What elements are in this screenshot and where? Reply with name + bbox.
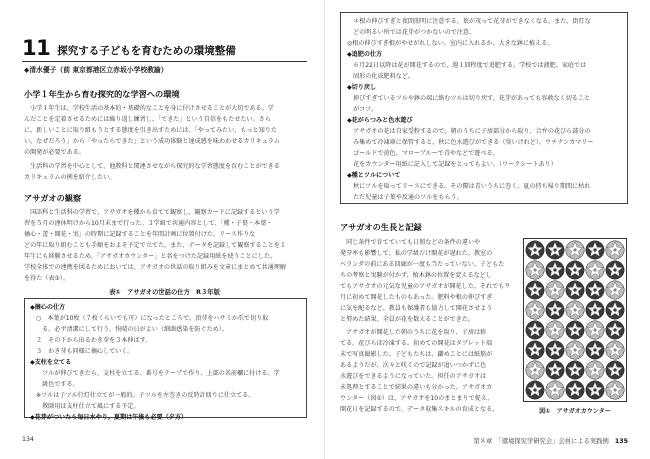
flower-stamp bbox=[546, 241, 564, 259]
box-line: み集めて冷凍庫に保管すると、秋に色水遊びができる（臭いけれど）。ウチナンカマリー bbox=[347, 139, 594, 146]
flower-stamp bbox=[586, 321, 604, 339]
text-line: の開発が必要である。 bbox=[24, 149, 85, 156]
heading-morning-glory-observation: アサガオの観察 bbox=[24, 193, 82, 203]
box-line: 秋にツルを取ってリースにできる。その際は青いうちに巻く。夏の持ち帰り期間に枯れ bbox=[347, 183, 591, 190]
text-line: と努めた結果、全員が花を数えることができた。 bbox=[340, 316, 475, 323]
running-footer bbox=[473, 436, 628, 445]
text-line: 開花日を記録するので、データ収集スキルの育成となる。 bbox=[340, 406, 499, 413]
box-line: ※ツルは子ツル行灯仕立てが一般的。子ツルを左巻きの反時計回りに仕立てる。 bbox=[36, 392, 255, 399]
text-line: あるようだが、次々と咲くので記録が追いつかずに色 bbox=[340, 362, 487, 369]
box-line: 固形の化成肥料など。 bbox=[347, 73, 415, 80]
chapter-label: 第８章 「環境探究学研究会」会員による実践例 bbox=[473, 438, 609, 445]
box-line: ◎根の伸びすぎ根がやせがれしない。室内に入れるか、大きな鉢に植える。 bbox=[347, 40, 554, 47]
box-heading: ◆支柱を立てる bbox=[30, 359, 72, 366]
care-instructions-box-continued bbox=[340, 12, 628, 204]
flower-stamp bbox=[606, 381, 624, 399]
box-heading: ◆追肥の仕方 bbox=[347, 51, 383, 58]
box-line: ２ その下から出るわき芽を３本伸ばす。 bbox=[36, 337, 152, 344]
flower-stamp bbox=[566, 341, 584, 359]
text-line: に、新しいことに取り組もうとする態度を引き出すためには、「やってみたい、もっと知りた bbox=[24, 127, 277, 134]
flower-stamp bbox=[606, 301, 624, 319]
text-line: ベランダの前にある回廊が一度も当たっていない。子どもた bbox=[340, 261, 505, 268]
text-line: 習を５月の連休明けから10月末まで行った。３学級で共通内容として、「種・子葉・本葉・ bbox=[24, 220, 273, 227]
figure-caption: 図① アサガオカウンター bbox=[539, 408, 611, 415]
box-heading: ◆花芽がついたら毎日水やり。夏期は午後も必要（夕方） bbox=[30, 414, 188, 421]
flower-stamp bbox=[526, 361, 544, 379]
section-title: 探究する子どもを育むための環境整備 bbox=[57, 45, 236, 57]
text-line: てる。花びらは冷凍する。初めての開花はタブレット端 bbox=[340, 340, 493, 347]
box-line: どの明るい所では花芽がつかないので注意。 bbox=[347, 29, 475, 36]
text-line: 同じ条件で育てていても日照などの条件の違いや bbox=[340, 239, 481, 246]
flower-stamp bbox=[586, 361, 604, 379]
text-line: 発芽率も影響して、私の学級だけ開花が遅れた。教室の bbox=[340, 250, 493, 257]
heading-first-grade: 小学１年生から育む探究的な学習への環境 bbox=[24, 89, 180, 99]
section-number: 11 bbox=[22, 36, 51, 60]
box-line: 教師用は支柱仕立て風にする予定。 bbox=[36, 403, 140, 410]
box-line: ３ わき芽も同様に摘心していく。 bbox=[36, 348, 134, 355]
text-line: 摘心・蕾・開花・実」の時期に記録することを年間計画に位置付けた。リース作りな bbox=[24, 231, 256, 238]
flower-stamp bbox=[546, 381, 564, 399]
flower-stamp bbox=[586, 281, 604, 299]
text-line: 未処理とすることで結果の違いも分かった。アサガオカ bbox=[340, 384, 493, 391]
flower-stamp bbox=[526, 381, 544, 399]
box-line: がコツ。 bbox=[347, 106, 378, 113]
text-line: 年生にも経験させるため、「アサガオカウンター」と名をつけた記録用紙を使うことにした。 bbox=[24, 253, 277, 260]
text-line: 国語科と生活科の学習で、アサガオを種から育てて観察し、観察カードに記録するという学 bbox=[24, 209, 280, 216]
text-line: ちの考察と実験が付かず、植木鉢の位置を変えるなどし bbox=[340, 272, 492, 279]
text-line: に気を配るなど、教員も保護者も協力して開花させよう bbox=[340, 305, 493, 312]
paragraph-growth bbox=[340, 237, 516, 325]
flower-stamp bbox=[546, 361, 564, 379]
flower-stamp bbox=[526, 241, 544, 259]
flower-stamp bbox=[546, 321, 564, 339]
flower-stamp bbox=[586, 341, 604, 359]
box-line: 伸びすぎているツルや鉢の端に絡むツルは切り戻す。花芽があっても容赦なく切ること bbox=[347, 95, 591, 102]
morning-glory-counter-figure bbox=[523, 238, 627, 402]
text-line: アサガオが開花した朝のうちに花を取り、子房は捨 bbox=[340, 329, 487, 336]
box-heading: ◆摘心の仕方 bbox=[30, 304, 66, 311]
flower-stamp bbox=[566, 241, 584, 259]
flower-stamp bbox=[566, 361, 584, 379]
flower-stamp bbox=[546, 341, 564, 359]
box-line: アサガオの花は自家受粉するので、朝のうちに子房部分から取り、合弁の花びら部分の bbox=[347, 128, 591, 135]
flower-stamp bbox=[526, 341, 544, 359]
text-line: てもアサガオの元気な児童のアサガオが開花した。それでも９ bbox=[340, 283, 511, 290]
flower-stamp bbox=[546, 281, 564, 299]
box-heading: ◆花がらつみと色水遊び bbox=[347, 117, 413, 124]
text-line: カリキュラムの例を紹介したい。 bbox=[24, 174, 116, 181]
flower-stamp bbox=[586, 261, 604, 279]
box-line: ○ 本葉が10枚（７枚くらいでも可）になったところで、頂芽をハサミか爪で切り取 bbox=[36, 315, 269, 322]
flower-stamp bbox=[606, 321, 624, 339]
text-line: を得た（表①）。 bbox=[24, 275, 70, 282]
text-line: 小学１年生は、学校生活の基本的・基礎的なことを身に付けさせることが大切である。学 bbox=[24, 105, 274, 112]
text-line: 水遊びをできるようになっていた。担任のアサガオは bbox=[340, 373, 487, 380]
flower-stamp bbox=[526, 281, 544, 299]
paragraph-record bbox=[340, 327, 516, 415]
text-line: ウンター（図①）は、アサガオを10のまとまりで捉え、 bbox=[340, 395, 494, 402]
box-line: ゴールドで黄色、マローブルーで青やなどで遊べる。 bbox=[347, 150, 499, 157]
page-number-right: 135 bbox=[614, 438, 628, 445]
flower-stamp bbox=[566, 301, 584, 319]
flower-stamp bbox=[586, 381, 604, 399]
flower-stamp bbox=[606, 261, 624, 279]
flower-stamp bbox=[606, 281, 624, 299]
box-heading: ◆切り戻し bbox=[347, 84, 377, 91]
flower-stamp bbox=[526, 261, 544, 279]
table-title: 表① アサガオの世話の仕方 R３年版 bbox=[109, 289, 220, 296]
text-line: 生活科の学習を中心として、他教科と関連させながら探究的な学習態度を育むことができる bbox=[24, 163, 280, 170]
flower-stamp bbox=[566, 321, 584, 339]
flower-stamp bbox=[606, 361, 624, 379]
box-line: 花をカウンター用紙に記入して記録をとってもよい。（ワークシートあり） bbox=[347, 161, 557, 168]
flower-stamp bbox=[546, 301, 564, 319]
text-line: 末で写真撮影した。子どもたちは、鎌めことには紙筋が bbox=[340, 351, 493, 358]
flower-stamp bbox=[606, 241, 624, 259]
flower-stamp bbox=[586, 241, 604, 259]
author-line: ◆清水優子（前 東京都港区立赤坂小学校教諭） bbox=[24, 66, 168, 74]
box-line: 級色でする。 bbox=[36, 381, 79, 388]
flower-stamp bbox=[606, 341, 624, 359]
flower-stamp bbox=[546, 261, 564, 279]
flower-stamp bbox=[586, 301, 604, 319]
box-line: る。必ず清潔にして行う。快晴の日がよい（細菌感染を防ぐため）。 bbox=[36, 326, 228, 333]
flower-stamp bbox=[566, 281, 584, 299]
text-line: んだことを定着させるためには繰り返し練習し、「できた」という自信をもたせたい。さら bbox=[24, 116, 271, 123]
text-line: どの年に取り組むことも手順をおよそ予定で立てた。また、データを記録して観察することを１ bbox=[24, 242, 287, 249]
text-line: 学校全体での連携を図るためにおいては、アサガオの世話の取り組みを文章にまとめて共通理解 bbox=[24, 264, 286, 271]
page-number-left-text: 134 bbox=[22, 436, 35, 443]
flower-stamp bbox=[566, 261, 584, 279]
box-line: ＊根の伸びすぎと夜間照明に注意する。葉が茂って花芽ができなくなる。また、街灯な bbox=[347, 18, 591, 25]
flower-stamp bbox=[526, 321, 544, 339]
flower-stamp bbox=[526, 301, 544, 319]
box-line: ただ児童は子葉や反通のツルをもらう。 bbox=[347, 194, 463, 201]
flower-stamp bbox=[566, 381, 584, 399]
box-heading: ◆種とツルについて bbox=[347, 172, 401, 179]
text-line: い、なぜだろう」から「やったらできた」という成功体験と達成感を味わわせるカリキュラム bbox=[24, 138, 280, 145]
box-line: ツルが伸びてきたら、支柱を立てる。番号をテープで作り、上部の名前欄に付ける。学 bbox=[36, 370, 280, 377]
box-line: ６月22日以降は花が開花するので、週１回程度で追肥する。学校では液肥、家庭では bbox=[347, 62, 587, 69]
heading-growth-record: アサガオの生長と記録 bbox=[340, 222, 422, 232]
text-line: 月に初めて開花したものもあった。肥料や根の伸びすぎ bbox=[340, 294, 493, 301]
